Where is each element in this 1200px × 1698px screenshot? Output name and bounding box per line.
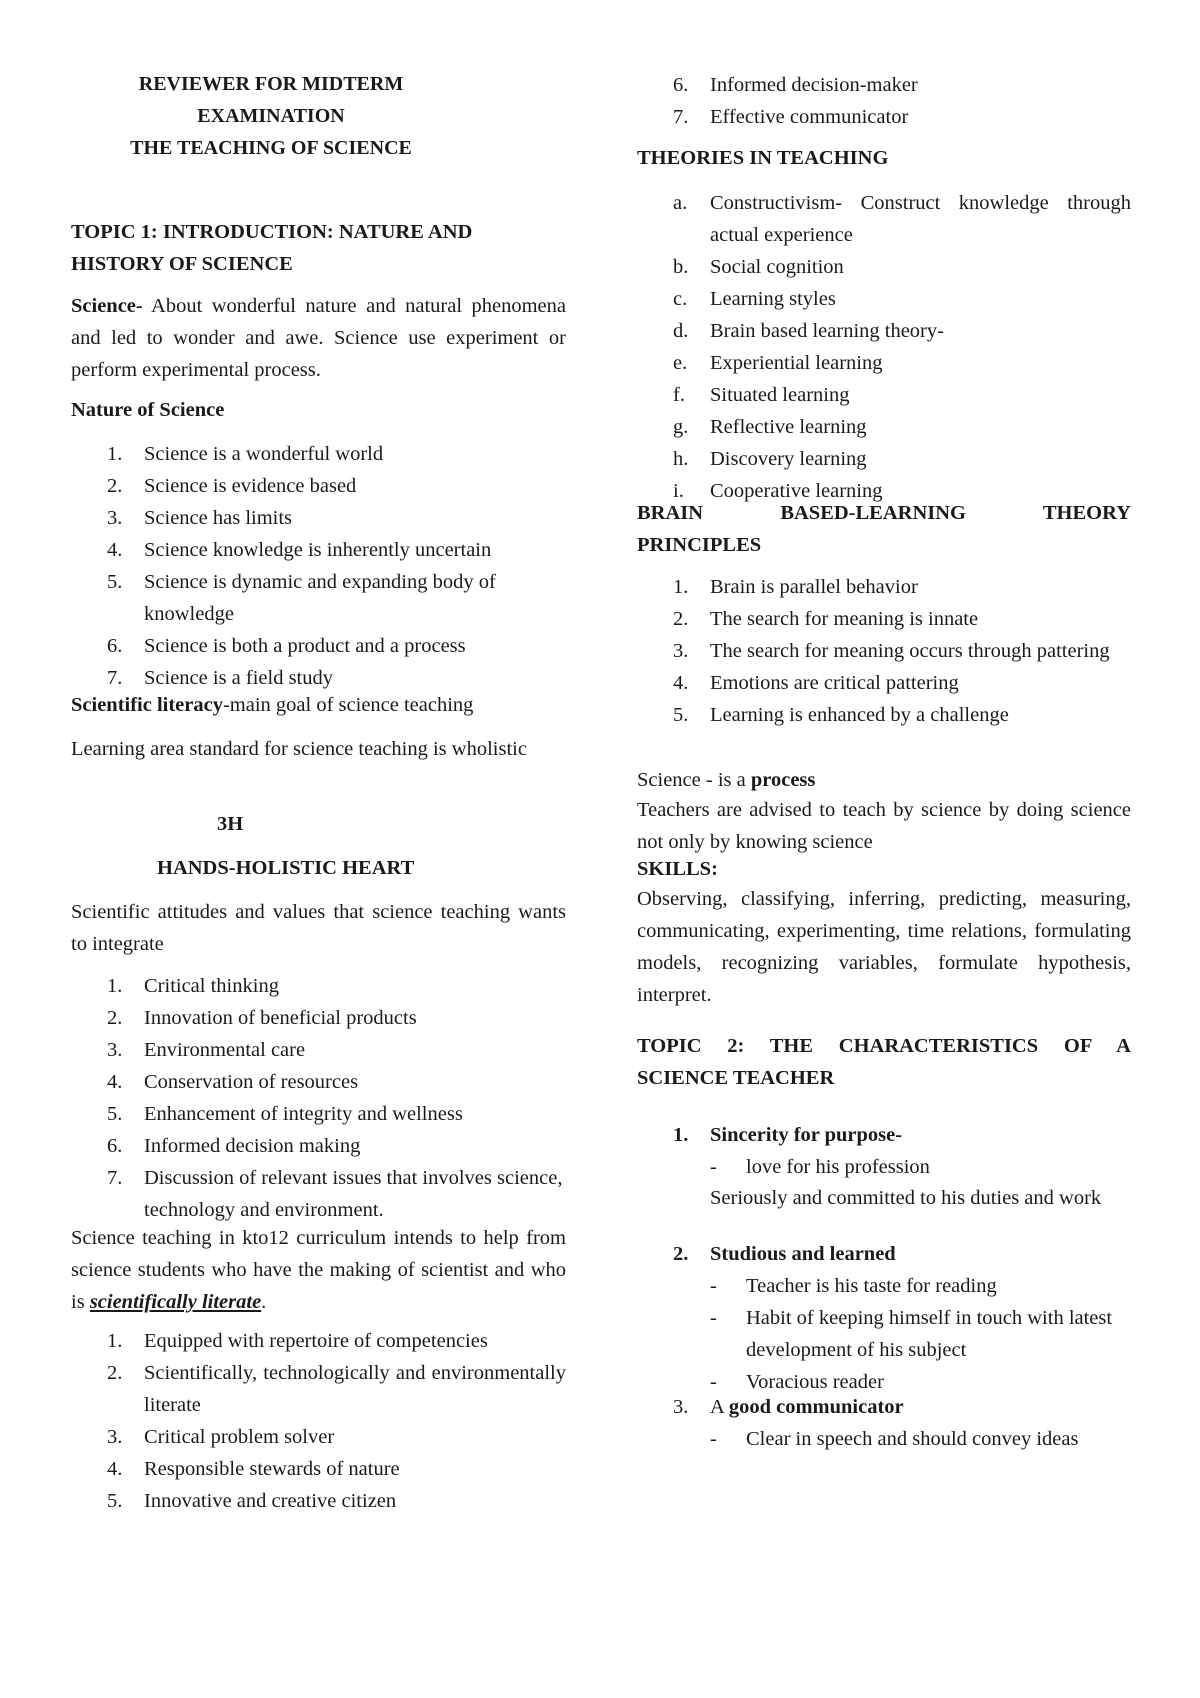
list-item: 4. Responsible stewards of nature [107, 1458, 400, 1480]
topic2-heading [637, 1030, 1131, 1094]
skills-heading: SKILLS: [637, 858, 718, 880]
list-item: 1. Brain is parallel behavior [673, 576, 918, 598]
list-item: 7. Discussion of relevant issues that involves science, technology and environment. [107, 1167, 563, 1221]
characteristic-2 [637, 1238, 1131, 1398]
document-title [71, 68, 471, 164]
list-item: h. Discovery learning [673, 448, 867, 470]
characteristic-1 [637, 1119, 1131, 1213]
science-process-line: Science - is a process [637, 769, 816, 791]
list-item: 6. Informed decision-maker [673, 74, 918, 96]
list-item: g. Reflective learning [673, 416, 867, 438]
item-number: 1. [673, 1124, 689, 1146]
title-line: REVIEWER FOR MIDTERM [138, 73, 404, 95]
characteristic-title: Sincerity for purpose- [710, 1124, 903, 1146]
list-item: i. Cooperative learning [673, 480, 883, 502]
list-item: 3. Critical problem solver [107, 1426, 335, 1448]
item-number: 3. [673, 1396, 689, 1418]
list-item: 6. Informed decision making [107, 1135, 361, 1157]
scientifically-literate-emphasis: scientifically literate [89, 1291, 262, 1313]
three-h-heading: 3H [217, 813, 244, 835]
sub-item: - love for his profession [710, 1156, 930, 1178]
attitudes-intro: Scientific attitudes and values that science teaching wants to integrate [71, 901, 566, 955]
k12-paragraph: Science teaching in kto12 curriculum intends to help from science students who have the making of scientist and who is scientifically literate. [71, 1227, 566, 1313]
science-definition [71, 290, 566, 386]
characteristic-title: Studious and learned [710, 1243, 896, 1265]
list-item: d. Brain based learning theory- [673, 320, 944, 342]
sub-item: - Habit of keeping himself in touch with latest development of his subject [710, 1307, 1113, 1361]
list-item: f. Situated learning [673, 384, 850, 406]
list-item: 5. Learning is enhanced by a challenge [673, 704, 1009, 726]
list-item: 6. Science is both a product and a process [107, 635, 466, 657]
item-number: 2. [673, 1243, 689, 1265]
process-word: process [750, 769, 816, 791]
literacy-term: Scientific literacy [71, 694, 223, 716]
list-item: 5. Enhancement of integrity and wellness [107, 1103, 463, 1125]
list-item: a. Constructivism- Construct knowledge through actual experience [673, 192, 1131, 246]
list-item: 7. Effective communicator [673, 106, 909, 128]
characteristic-title: good communicator [728, 1396, 904, 1418]
list-item: c. Learning styles [673, 288, 836, 310]
teachers-text: Teachers are advised to teach by science by doing science not only by knowing science [637, 799, 1131, 853]
heading-line: SCIENCE TEACHER [637, 1067, 835, 1089]
skills-text: Observing, classifying, inferring, predicting, measuring, communicating, experimenting, time relations, formulating models, recognizing variables, formulate hypothesis, interpret. [637, 888, 1131, 1006]
heading-line: BRAIN BASED-LEARNING THEORY [637, 502, 1131, 524]
characteristic-note: Seriously and committed to his duties and work [710, 1187, 1102, 1209]
list-item: b. Social cognition [673, 256, 844, 278]
brain-heading [637, 497, 1131, 561]
title-line: EXAMINATION [197, 105, 345, 127]
k12-list [71, 1325, 566, 1517]
nature-list [71, 438, 566, 694]
list-item: 1. Equipped with repertoire of competencies [107, 1330, 488, 1352]
top-continued-list [637, 69, 1131, 133]
list-item: 2. Science is evidence based [107, 475, 357, 497]
list-item: 5. Science is dynamic and expanding body of knowledge [107, 571, 496, 625]
list-item: 1. Critical thinking [107, 975, 279, 997]
list-item: 5. Innovative and creative citizen [107, 1490, 397, 1512]
list-item: 2. The search for meaning is innate [673, 608, 979, 630]
list-item: 3. The search for meaning occurs through pattering [673, 640, 1110, 662]
brain-list [637, 571, 1131, 731]
sub-item: - Voracious reader [710, 1371, 884, 1393]
list-item: e. Experiential learning [673, 352, 883, 374]
list-item: 2. Scientifically, technologically and environmentally literate [107, 1362, 566, 1416]
literacy-line [71, 689, 566, 721]
science-def: About wonderful nature and natural phenomena and led to wonder and awe. Science use experiment or perform experimental process. [71, 295, 566, 381]
theories-list [637, 187, 1131, 507]
theories-heading: THEORIES IN TEACHING [637, 147, 889, 169]
science-term: Science- [71, 295, 143, 317]
sub-item: - Clear in speech and should convey ideas [710, 1428, 1079, 1450]
heading-line: PRINCIPLES [637, 534, 762, 556]
literacy-def: -main goal of science teaching [222, 694, 474, 716]
attitudes-list [71, 970, 566, 1226]
list-item: 3. Science has limits [107, 507, 293, 529]
list-item: 3. Environmental care [107, 1039, 306, 1061]
three-h-expanded: HANDS-HOLISTIC HEART [157, 857, 415, 879]
list-item: 1. Science is a wonderful world [107, 443, 384, 465]
list-item: 2. Innovation of beneficial products [107, 1007, 417, 1029]
characteristic-3 [637, 1391, 1131, 1455]
characteristic-prefix: A [710, 1396, 729, 1418]
heading-line: HISTORY OF SCIENCE [71, 253, 293, 275]
heading-line: TOPIC 2: THE CHARACTERISTICS OF A [637, 1035, 1131, 1057]
nature-heading: Nature of Science [71, 399, 225, 421]
title-line: THE TEACHING OF SCIENCE [130, 137, 412, 159]
sub-item: - Teacher is his taste for reading [710, 1275, 997, 1297]
standard-text: Learning area standard for science teaching is wholistic [71, 738, 527, 760]
list-item: 4. Conservation of resources [107, 1071, 359, 1093]
list-item: 7. Science is a field study [107, 667, 334, 689]
heading-line: TOPIC 1: INTRODUCTION: NATURE AND [71, 221, 473, 243]
list-item: 4. Emotions are critical pattering [673, 672, 959, 694]
list-item: 4. Science knowledge is inherently uncertain [107, 539, 492, 561]
topic1-heading [71, 216, 566, 280]
